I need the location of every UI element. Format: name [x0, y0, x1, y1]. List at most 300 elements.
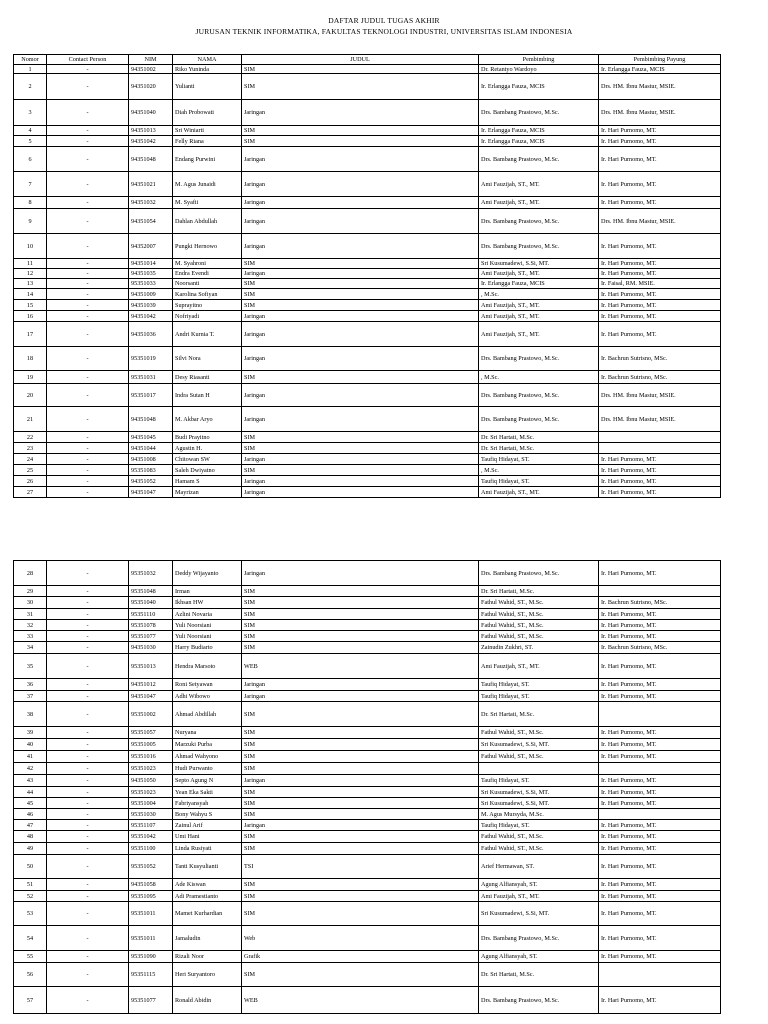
- student-name-cell: Fabriyansyah: [173, 798, 242, 809]
- student-name-cell: Yuli Noorsiani: [173, 631, 242, 642]
- contact-person-cell: -: [47, 775, 129, 787]
- umbrella-advisor-cell: [599, 963, 721, 987]
- umbrella-advisor-cell: Ir. Hari Purnomo, MT.: [599, 891, 721, 902]
- umbrella-advisor-cell: Ir. Hari Purnomo, MT.: [599, 126, 721, 136]
- thesis-topic-cell: SIM: [242, 642, 479, 654]
- student-name-cell: Yuli Noorsiani: [173, 620, 242, 631]
- umbrella-advisor-cell: Ir. Hari Purnomo, MT.: [599, 454, 721, 465]
- row-number-cell: 10: [14, 234, 47, 259]
- advisor-cell: Dr. Sri Hartati, M.Sc.: [479, 443, 599, 454]
- thesis-topic-cell: Jaringan: [242, 384, 479, 407]
- advisor-cell: [479, 763, 599, 775]
- advisor-cell: Taufiq Hidayat, ST.: [479, 476, 599, 487]
- umbrella-advisor-cell: [599, 586, 721, 597]
- umbrella-advisor-cell: Ir. Hari Purnomo, MT.: [599, 654, 721, 679]
- nim-cell: 94351008: [129, 454, 173, 465]
- advisor-cell: Sri Kusumadewi, S.Si, MT.: [479, 798, 599, 809]
- nim-cell: 95351005: [129, 739, 173, 751]
- row-number-cell: 6: [14, 147, 47, 172]
- thesis-topic-cell: Jaringan: [242, 476, 479, 487]
- umbrella-advisor-cell: Ir. Hari Purnomo, MT.: [599, 679, 721, 691]
- document-subtitle: JURUSAN TEKNIK INFORMATIKA, FAKULTAS TEKNOLOGI INDUSTRI, UNIVERSITAS ISLAM INDONESIA: [195, 27, 573, 36]
- row-number-cell: 18: [14, 347, 47, 371]
- table-row: [14, 432, 721, 443]
- advisor-cell: Taufiq Hidayat, ST.: [479, 775, 599, 787]
- thesis-table-page-1: [13, 54, 721, 498]
- thesis-topic-cell: SIM: [242, 831, 479, 843]
- student-name-cell: Adhi Wibowo: [173, 691, 242, 702]
- contact-person-cell: -: [47, 172, 129, 197]
- row-number-cell: 22: [14, 432, 47, 443]
- student-name-cell: Ikhsan HW: [173, 597, 242, 609]
- thesis-topic-cell: SIM: [242, 74, 479, 100]
- umbrella-advisor-cell: Ir. Hari Purnomo, MT.: [599, 561, 721, 586]
- nim-cell: 95351115: [129, 963, 173, 987]
- advisor-cell: Taufiq Hidayat, ST.: [479, 691, 599, 702]
- row-number-cell: 42: [14, 763, 47, 775]
- contact-person-cell: -: [47, 586, 129, 597]
- table-row: [14, 702, 721, 727]
- student-name-cell: M. Akbar Aryo: [173, 407, 242, 432]
- nim-cell: 94351048: [129, 147, 173, 172]
- row-number-cell: 5: [14, 136, 47, 147]
- nim-cell: 95351083: [129, 465, 173, 476]
- nim-cell: 95351004: [129, 798, 173, 809]
- thesis-topic-cell: SIM: [242, 739, 479, 751]
- thesis-topic-cell: SIM: [242, 751, 479, 763]
- advisor-cell: Ami Fauzijah, ST., MT.: [479, 269, 599, 279]
- nim-cell: 95351032: [129, 561, 173, 586]
- thesis-topic-cell: Jaringan: [242, 679, 479, 691]
- nim-cell: 94351039: [129, 300, 173, 311]
- advisor-cell: Zainudin Zukhri, ST.: [479, 642, 599, 654]
- thesis-topic-cell: SIM: [242, 126, 479, 136]
- contact-person-cell: -: [47, 476, 129, 487]
- umbrella-advisor-cell: Ir. Hari Purnomo, MT.: [599, 727, 721, 739]
- table-row: [14, 322, 721, 347]
- row-number-cell: 31: [14, 609, 47, 620]
- advisor-cell: Arief Hermawan, ST.: [479, 855, 599, 879]
- umbrella-advisor-cell: Ir. Hari Purnomo, MT.: [599, 820, 721, 831]
- contact-person-cell: -: [47, 679, 129, 691]
- advisor-cell: Dr. Sri Hartati, M.Sc.: [479, 702, 599, 727]
- col-header-pembimbing-payung: Pembimbing Payung: [599, 55, 721, 65]
- contact-person-cell: -: [47, 371, 129, 384]
- row-number-cell: 54: [14, 926, 47, 951]
- contact-person-cell: -: [47, 891, 129, 902]
- advisor-cell: Fathul Wahid, ST., M.Sc.: [479, 831, 599, 843]
- contact-person-cell: -: [47, 926, 129, 951]
- nim-cell: 94351044: [129, 443, 173, 454]
- table-row: [14, 891, 721, 902]
- row-number-cell: 33: [14, 631, 47, 642]
- student-name-cell: Azlini Novaria: [173, 609, 242, 620]
- student-name-cell: Desy Riasanti: [173, 371, 242, 384]
- table-row: [14, 798, 721, 809]
- col-header-nomor: Nomor: [14, 55, 47, 65]
- table-row: [14, 136, 721, 147]
- advisor-cell: Agung Alfiansyah, ST.: [479, 879, 599, 891]
- student-name-cell: Endra Evendi: [173, 269, 242, 279]
- contact-person-cell: -: [47, 234, 129, 259]
- row-number-cell: 53: [14, 902, 47, 926]
- student-name-cell: Saleh Dwiyatno: [173, 465, 242, 476]
- nim-cell: 95351078: [129, 620, 173, 631]
- row-number-cell: 46: [14, 809, 47, 820]
- nim-cell: 94351045: [129, 432, 173, 443]
- umbrella-advisor-cell: Ir. Hari Purnomo, MT.: [599, 620, 721, 631]
- advisor-cell: Fathul Wahid, ST., M.Sc.: [479, 620, 599, 631]
- table-row: [14, 879, 721, 891]
- contact-person-cell: -: [47, 855, 129, 879]
- row-number-cell: 52: [14, 891, 47, 902]
- umbrella-advisor-cell: Drs. HM. Ibnu Mastur, MSIE.: [599, 407, 721, 432]
- advisor-cell: Ir. Erlangga Fauza, MCIS: [479, 74, 599, 100]
- row-number-cell: 11: [14, 259, 47, 269]
- table-row: [14, 443, 721, 454]
- umbrella-advisor-cell: [599, 443, 721, 454]
- nim-cell: 94351002: [129, 65, 173, 74]
- thesis-topic-cell: SIM: [242, 259, 479, 269]
- row-number-cell: 36: [14, 679, 47, 691]
- table-row: [14, 963, 721, 987]
- nim-cell: 95351011: [129, 926, 173, 951]
- umbrella-advisor-cell: Ir. Hari Purnomo, MT.: [599, 691, 721, 702]
- advisor-cell: , M.Sc.: [479, 289, 599, 300]
- row-number-cell: 57: [14, 987, 47, 1014]
- thesis-topic-cell: WEB: [242, 654, 479, 679]
- umbrella-advisor-cell: Ir. Hari Purnomo, MT.: [599, 147, 721, 172]
- advisor-cell: Drs. Bambang Prastowo, M.Sc.: [479, 407, 599, 432]
- row-number-cell: 38: [14, 702, 47, 727]
- row-number-cell: 44: [14, 787, 47, 798]
- advisor-cell: Fathul Wahid, ST., M.Sc.: [479, 727, 599, 739]
- advisor-cell: Fathul Wahid, ST., M.Sc.: [479, 751, 599, 763]
- advisor-cell: M. Agus Mursyda, M.Sc.: [479, 809, 599, 820]
- umbrella-advisor-cell: Ir. Hari Purnomo, MT.: [599, 487, 721, 498]
- col-header-judul: JUDUL: [242, 55, 479, 65]
- thesis-topic-cell: Jaringan: [242, 820, 479, 831]
- table-row: [14, 631, 721, 642]
- thesis-topic-cell: SIM: [242, 879, 479, 891]
- nim-cell: 94351014: [129, 259, 173, 269]
- umbrella-advisor-cell: Ir. Hari Purnomo, MT.: [599, 197, 721, 209]
- nim-cell: 95351023: [129, 787, 173, 798]
- contact-person-cell: -: [47, 831, 129, 843]
- contact-person-cell: -: [47, 147, 129, 172]
- table-row: [14, 820, 721, 831]
- student-name-cell: Rizali Noor: [173, 951, 242, 963]
- row-number-cell: 13: [14, 279, 47, 289]
- nim-cell: 95351011: [129, 902, 173, 926]
- nim-cell: 94351054: [129, 209, 173, 234]
- umbrella-advisor-cell: Ir. Bachrun Sutrisno, MSc.: [599, 642, 721, 654]
- nim-cell: 95351100: [129, 843, 173, 855]
- row-number-cell: 20: [14, 384, 47, 407]
- table-row: [14, 727, 721, 739]
- contact-person-cell: -: [47, 487, 129, 498]
- contact-person-cell: -: [47, 197, 129, 209]
- student-name-cell: Marzuki Purba: [173, 739, 242, 751]
- student-name-cell: Felly Riana: [173, 136, 242, 147]
- thesis-topic-cell: Jaringan: [242, 407, 479, 432]
- table-row: [14, 763, 721, 775]
- student-name-cell: Andri Kurnia T.: [173, 322, 242, 347]
- advisor-cell: Drs. Bambang Prastowo, M.Sc.: [479, 100, 599, 126]
- student-name-cell: Irman: [173, 586, 242, 597]
- umbrella-advisor-cell: Ir. Hari Purnomo, MT.: [599, 951, 721, 963]
- thesis-topic-cell: Jaringan: [242, 775, 479, 787]
- advisor-cell: Dr. Sri Hartati, M.Sc.: [479, 963, 599, 987]
- thesis-topic-cell: Web: [242, 926, 479, 951]
- contact-person-cell: -: [47, 879, 129, 891]
- row-number-cell: 26: [14, 476, 47, 487]
- contact-person-cell: -: [47, 620, 129, 631]
- contact-person-cell: -: [47, 751, 129, 763]
- table-row: [14, 347, 721, 371]
- contact-person-cell: -: [47, 763, 129, 775]
- nim-cell: 95351057: [129, 727, 173, 739]
- student-name-cell: Umi Hani: [173, 831, 242, 843]
- thesis-topic-cell: Jaringan: [242, 197, 479, 209]
- student-name-cell: Nuryana: [173, 727, 242, 739]
- thesis-topic-cell: Jaringan: [242, 311, 479, 322]
- thesis-topic-cell: SIM: [242, 963, 479, 987]
- row-number-cell: 27: [14, 487, 47, 498]
- nim-cell: 94351042: [129, 311, 173, 322]
- advisor-cell: Drs. Bambang Prastowo, M.Sc.: [479, 209, 599, 234]
- thesis-topic-cell: Jaringan: [242, 347, 479, 371]
- thesis-topic-cell: SIM: [242, 279, 479, 289]
- umbrella-advisor-cell: Ir. Hari Purnomo, MT.: [599, 136, 721, 147]
- row-number-cell: 41: [14, 751, 47, 763]
- advisor-cell: Ami Fauzijah, ST., MT.: [479, 654, 599, 679]
- student-name-cell: Jamaludin: [173, 926, 242, 951]
- contact-person-cell: -: [47, 269, 129, 279]
- table-row: [14, 465, 721, 476]
- table-row: [14, 259, 721, 269]
- advisor-cell: Sri Kusumadewi, S.Si, MT.: [479, 902, 599, 926]
- table-row: [14, 407, 721, 432]
- row-number-cell: 15: [14, 300, 47, 311]
- nim-cell: 94351020: [129, 74, 173, 100]
- table-row: [14, 476, 721, 487]
- table-row: [14, 100, 721, 126]
- umbrella-advisor-cell: Ir. Hari Purnomo, MT.: [599, 631, 721, 642]
- contact-person-cell: -: [47, 787, 129, 798]
- table-row: [14, 586, 721, 597]
- umbrella-advisor-cell: Ir. Hari Purnomo, MT.: [599, 798, 721, 809]
- advisor-cell: Drs. Bambang Prastowo, M.Sc.: [479, 561, 599, 586]
- student-name-cell: Sri Winiarti: [173, 126, 242, 136]
- row-number-cell: 39: [14, 727, 47, 739]
- nim-cell: 94351050: [129, 775, 173, 787]
- advisor-cell: Dr. Sri Hartati, M.Sc.: [479, 586, 599, 597]
- student-name-cell: Nofriyadi: [173, 311, 242, 322]
- thesis-topic-cell: SIM: [242, 702, 479, 727]
- student-name-cell: Indra Sutan H: [173, 384, 242, 407]
- col-header-nim: NIM: [129, 55, 173, 65]
- contact-person-cell: -: [47, 443, 129, 454]
- thesis-topic-cell: SIM: [242, 465, 479, 476]
- nim-cell: 94351047: [129, 487, 173, 498]
- row-number-cell: 8: [14, 197, 47, 209]
- advisor-cell: Drs. Bambang Prastowo, M.Sc.: [479, 147, 599, 172]
- nim-cell: 95351048: [129, 586, 173, 597]
- nim-cell: 95351031: [129, 371, 173, 384]
- table-row: [14, 987, 721, 1014]
- thesis-topic-cell: SIM: [242, 443, 479, 454]
- thesis-topic-cell: Jaringan: [242, 691, 479, 702]
- advisor-cell: Agung Alfiansyah, ST.: [479, 951, 599, 963]
- nim-cell: 95351040: [129, 597, 173, 609]
- advisor-cell: Ir. Erlangga Fauza, MCIS: [479, 126, 599, 136]
- student-name-cell: Septo Agung N: [173, 775, 242, 787]
- thesis-topic-cell: SIM: [242, 631, 479, 642]
- contact-person-cell: -: [47, 74, 129, 100]
- row-number-cell: 50: [14, 855, 47, 879]
- row-number-cell: 12: [14, 269, 47, 279]
- umbrella-advisor-cell: Drs. HM. Ibnu Mastur, MSIE.: [599, 209, 721, 234]
- advisor-cell: Drs. Bambang Prastowo, M.Sc.: [479, 384, 599, 407]
- thesis-topic-cell: SIM: [242, 371, 479, 384]
- contact-person-cell: -: [47, 65, 129, 74]
- advisor-cell: Dr. Sri Hartati, M.Sc.: [479, 432, 599, 443]
- nim-cell: 94351013: [129, 126, 173, 136]
- student-name-cell: Agustin H.: [173, 443, 242, 454]
- thesis-topic-cell: SIM: [242, 727, 479, 739]
- table-row: [14, 620, 721, 631]
- advisor-cell: Ami Fauzijah, ST., MT.: [479, 891, 599, 902]
- thesis-topic-cell: Jaringan: [242, 147, 479, 172]
- col-header-pembimbing: Pembimbing: [479, 55, 599, 65]
- umbrella-advisor-cell: Ir. Hari Purnomo, MT.: [599, 234, 721, 259]
- row-number-cell: 55: [14, 951, 47, 963]
- advisor-cell: Fathul Wahid, ST., M.Sc.: [479, 843, 599, 855]
- umbrella-advisor-cell: Drs. HM. Ibnu Mastur, MSIE.: [599, 100, 721, 126]
- umbrella-advisor-cell: Ir. Hari Purnomo, MT.: [599, 843, 721, 855]
- thesis-topic-cell: SIM: [242, 843, 479, 855]
- umbrella-advisor-cell: Ir. Hari Purnomo, MT.: [599, 465, 721, 476]
- table-row: [14, 197, 721, 209]
- umbrella-advisor-cell: Ir. Hari Purnomo, MT.: [599, 259, 721, 269]
- row-number-cell: 51: [14, 879, 47, 891]
- student-name-cell: Roni Setyawan: [173, 679, 242, 691]
- table-row: [14, 300, 721, 311]
- row-number-cell: 37: [14, 691, 47, 702]
- student-name-cell: Zainul Arif: [173, 820, 242, 831]
- nim-cell: 95351090: [129, 951, 173, 963]
- table-row: [14, 561, 721, 586]
- nim-cell: 94351058: [129, 879, 173, 891]
- row-number-cell: 34: [14, 642, 47, 654]
- row-number-cell: 19: [14, 371, 47, 384]
- contact-person-cell: -: [47, 126, 129, 136]
- umbrella-advisor-cell: Ir. Hari Purnomo, MT.: [599, 751, 721, 763]
- table-row: [14, 787, 721, 798]
- table-row: [14, 831, 721, 843]
- advisor-cell: Ami Fauzijah, ST., MT.: [479, 311, 599, 322]
- nim-cell: 94351047: [129, 691, 173, 702]
- contact-person-cell: -: [47, 798, 129, 809]
- umbrella-advisor-cell: Ir. Faisal, RM. MSIE.: [599, 279, 721, 289]
- contact-person-cell: -: [47, 597, 129, 609]
- table-row: [14, 289, 721, 300]
- contact-person-cell: -: [47, 609, 129, 620]
- thesis-topic-cell: SIM: [242, 620, 479, 631]
- nim-cell: 95351052: [129, 855, 173, 879]
- contact-person-cell: -: [47, 209, 129, 234]
- row-number-cell: 30: [14, 597, 47, 609]
- contact-person-cell: -: [47, 843, 129, 855]
- thesis-topic-cell: SIM: [242, 65, 479, 74]
- student-name-cell: Silvi Nora: [173, 347, 242, 371]
- student-name-cell: Hendra Marsoto: [173, 654, 242, 679]
- row-number-cell: 32: [14, 620, 47, 631]
- contact-person-cell: -: [47, 654, 129, 679]
- advisor-cell: Ami Fauzijah, ST., MT.: [479, 172, 599, 197]
- table-row: [14, 654, 721, 679]
- umbrella-advisor-cell: [599, 432, 721, 443]
- advisor-cell: Taufiq Hidayat, ST.: [479, 820, 599, 831]
- thesis-topic-cell: Grafik: [242, 951, 479, 963]
- contact-person-cell: -: [47, 432, 129, 443]
- table-row: [14, 642, 721, 654]
- table-row: [14, 843, 721, 855]
- advisor-cell: Sri Kusumadewi, S.Si, MT.: [479, 739, 599, 751]
- row-number-cell: 29: [14, 586, 47, 597]
- student-name-cell: Mayrizan: [173, 487, 242, 498]
- row-number-cell: 16: [14, 311, 47, 322]
- table-row: [14, 926, 721, 951]
- umbrella-advisor-cell: Ir. Hari Purnomo, MT.: [599, 609, 721, 620]
- student-name-cell: M. Syafii: [173, 197, 242, 209]
- table-row: [14, 74, 721, 100]
- nim-cell: 94351032: [129, 197, 173, 209]
- nim-cell: 95351030: [129, 809, 173, 820]
- nim-cell: 94351035: [129, 269, 173, 279]
- table-row: [14, 855, 721, 879]
- umbrella-advisor-cell: Ir. Hari Purnomo, MT.: [599, 269, 721, 279]
- thesis-topic-cell: SIM: [242, 809, 479, 820]
- student-name-cell: Mamet Kurhardian: [173, 902, 242, 926]
- thesis-topic-cell: SIM: [242, 787, 479, 798]
- thesis-topic-cell: WEB: [242, 987, 479, 1014]
- contact-person-cell: -: [47, 951, 129, 963]
- table-row: [14, 384, 721, 407]
- contact-person-cell: -: [47, 384, 129, 407]
- student-name-cell: Heri Suryantoro: [173, 963, 242, 987]
- nim-cell: 94351052: [129, 476, 173, 487]
- student-name-cell: Yulianti: [173, 74, 242, 100]
- student-name-cell: Deddy Wijayanto: [173, 561, 242, 586]
- table-row: [14, 269, 721, 279]
- umbrella-advisor-cell: Ir. Bachrun Sutrisno, MSc.: [599, 371, 721, 384]
- document-title: DAFTAR JUDUL TUGAS AKHIR: [328, 16, 440, 25]
- row-number-cell: 7: [14, 172, 47, 197]
- student-name-cell: Diah Probowati: [173, 100, 242, 126]
- nim-cell: 94351021: [129, 172, 173, 197]
- advisor-cell: Ami Fauzijah, ST., MT.: [479, 197, 599, 209]
- advisor-cell: Drs. Bambang Prastowo, M.Sc.: [479, 234, 599, 259]
- row-number-cell: 35: [14, 654, 47, 679]
- nim-cell: 94351040: [129, 100, 173, 126]
- row-number-cell: 9: [14, 209, 47, 234]
- student-name-cell: Harry Budiarto: [173, 642, 242, 654]
- student-name-cell: Noorsanti: [173, 279, 242, 289]
- thesis-topic-cell: Jaringan: [242, 209, 479, 234]
- table-row: [14, 172, 721, 197]
